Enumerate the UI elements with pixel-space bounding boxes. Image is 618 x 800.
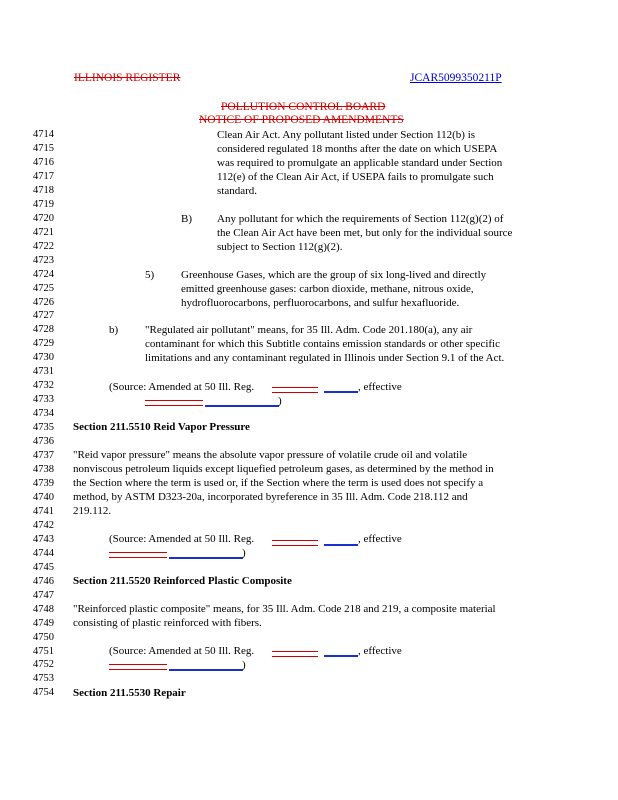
line-number: 4746 [33, 575, 54, 587]
section-5510-line: 219.112. [73, 505, 112, 517]
source-effective: , effective [358, 381, 402, 393]
source-note: (Source: Amended at 50 Ill. Reg. [109, 533, 255, 545]
line-number: 4741 [33, 505, 54, 517]
blank-strikeout [109, 664, 167, 670]
line-number: 4733 [33, 394, 54, 406]
line-number: 4728 [33, 324, 54, 336]
item-B-line: the Clean Air Act have been met, but only for the individual source [217, 227, 513, 239]
line-number: 4745 [33, 561, 54, 573]
item-5-line: Greenhouse Gases, which are the group of six long-lived and directly [181, 269, 487, 281]
line-number: 4749 [33, 617, 54, 629]
line-number: 4732 [33, 380, 54, 392]
item-label-b: b) [109, 324, 119, 336]
source-close: ) [242, 547, 246, 559]
item-b-line: contaminant for which this Subtitle contains emission standards or other specific [145, 338, 500, 350]
item-label-B: B) [181, 213, 192, 225]
source-note: (Source: Amended at 50 Ill. Reg. [109, 381, 255, 393]
line-number: 4734 [33, 408, 54, 420]
item-B-line: subject to Section 112(g)(2). [217, 241, 343, 253]
blank-insert [324, 544, 358, 546]
line-number: 4730 [33, 352, 54, 364]
line-number: 4742 [33, 519, 54, 531]
line-number: 4729 [33, 338, 54, 350]
line-number: 4720 [33, 212, 54, 224]
line-number: 4722 [33, 240, 54, 252]
section-heading-5510: Section 211.5510 Reid Vapor Pressure [73, 421, 250, 433]
line-number: 4731 [33, 366, 54, 378]
paragraph-line: 112(e) of the Clean Air Act, if USEPA fails to promulgate such [217, 171, 494, 183]
line-number: 4727 [33, 310, 54, 322]
line-number: 4754 [33, 687, 54, 699]
line-number: 4753 [33, 673, 54, 685]
line-number: 4738 [33, 464, 54, 476]
source-close: ) [242, 659, 246, 671]
source-effective: , effective [358, 533, 402, 545]
line-number: 4715 [33, 142, 54, 154]
line-number: 4719 [33, 198, 54, 210]
section-5510-line: nonviscous petroleum liquids except liquefied petroleum gases, as determined by the method in [73, 463, 494, 475]
line-number: 4714 [33, 129, 54, 140]
blank-insert [205, 405, 279, 407]
blank-strikeout [272, 540, 318, 546]
line-number: 4726 [33, 296, 54, 308]
paragraph-line: standard. [217, 185, 258, 197]
blank-insert [324, 391, 358, 393]
register-title: ILLINOIS REGISTER [74, 72, 181, 84]
line-number: 4718 [33, 184, 54, 196]
line-number: 4716 [33, 156, 54, 168]
notice-title: NOTICE OF PROPOSED AMENDMENTS [199, 114, 404, 126]
section-5510-line: "Reid vapor pressure" means the absolute vapor pressure of volatile crude oil and volatile [73, 449, 468, 461]
line-number: 4744 [33, 547, 54, 559]
paragraph-line: Clean Air Act. Any pollutant listed under Section 112(b) is [217, 129, 476, 141]
section-heading-5520: Section 211.5520 Reinforced Plastic Composite [73, 575, 292, 587]
line-number: 4752 [33, 659, 54, 671]
blank-strikeout [109, 552, 167, 558]
source-close: ) [278, 395, 282, 407]
blank-strikeout [272, 387, 318, 393]
board-name: POLLUTION CONTROL BOARD [221, 101, 386, 113]
source-note: (Source: Amended at 50 Ill. Reg. [109, 645, 255, 657]
line-number: 4751 [33, 645, 54, 657]
section-heading-5530: Section 211.5530 Repair [73, 687, 186, 699]
line-number: 4747 [33, 589, 54, 601]
section-5520-line: "Reinforced plastic composite" means, for 35 Ill. Adm. Code 218 and 219, a composite material [73, 603, 496, 615]
line-number: 4743 [33, 533, 54, 545]
blank-insert [324, 655, 358, 657]
blank-insert [169, 669, 243, 671]
item-5-line: hydrofluorocarbons, perfluorocarbons, and sulfur hexafluoride. [181, 297, 460, 309]
item-label-5: 5) [145, 269, 155, 281]
line-number: 4736 [33, 436, 54, 448]
blank-insert [169, 557, 243, 559]
line-number: 4735 [33, 422, 54, 434]
source-effective: , effective [358, 645, 402, 657]
paragraph-line: was required to promulgate an applicable standard under Section [217, 157, 503, 169]
line-number: 4739 [33, 478, 54, 489]
paragraph-line: considered regulated 18 months after the date on which USEPA [217, 143, 498, 155]
item-b-line: limitations and any contaminant regulated in Illinois under Section 9.1 of the Act. [145, 352, 505, 364]
item-5-line: emitted greenhouse gases: carbon dioxide, methane, nitrous oxide, [181, 283, 474, 295]
section-5510-line: method, by ASTM D323-20a, incorporated byreference in 35 Ill. Adm. Code 218.112 and [73, 491, 468, 503]
jcar-code: JCAR5099350211P [410, 72, 502, 84]
line-number: 4740 [33, 491, 54, 503]
line-number: 4750 [33, 631, 54, 643]
item-b-line: "Regulated air pollutant" means, for 35 Ill. Adm. Code 201.180(a), any air [145, 324, 473, 336]
line-number: 4717 [33, 170, 54, 182]
blank-strikeout [145, 400, 203, 406]
line-number: 4737 [33, 450, 54, 462]
line-number: 4721 [33, 226, 54, 238]
line-number: 4725 [33, 282, 54, 294]
blank-strikeout [272, 651, 318, 657]
line-number: 4724 [33, 268, 54, 280]
line-number: 4723 [33, 254, 54, 266]
section-5510-line: the Section where the term is used or, if the Section where the term is used does not specify a [73, 477, 484, 489]
line-number: 4748 [33, 603, 54, 615]
section-5520-line: consisting of plastic reinforced with fibers. [73, 617, 262, 629]
item-B-line: Any pollutant for which the requirements of Section 112(g)(2) of [217, 213, 504, 225]
